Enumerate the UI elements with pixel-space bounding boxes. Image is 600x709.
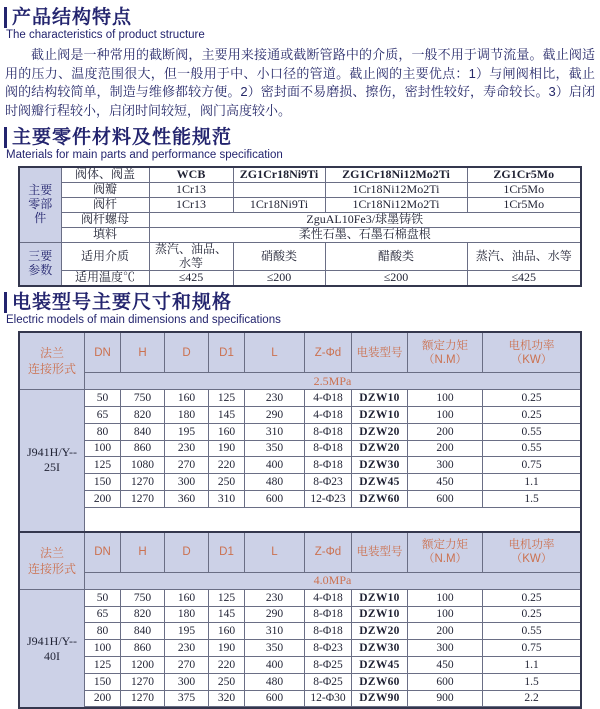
flange-column (20, 533, 85, 708)
dimension-cell: 750 (121, 590, 165, 606)
flange-header (20, 533, 84, 590)
dimension-cell: 12-Φ30 (305, 691, 352, 707)
flange-header (20, 333, 84, 390)
dimension-cell: 8-Φ23 (305, 474, 352, 490)
dimension-cell: 0.75 (521, 642, 542, 655)
materials-table (18, 166, 582, 287)
material-cell: 1Cr18Ni12Mo2Ti (325, 197, 467, 212)
col-label: L (271, 346, 278, 359)
dimension-cell: 270 (165, 457, 209, 473)
dimension-cell: 100 (85, 441, 121, 457)
col-header-rated-torque (408, 333, 483, 372)
dimension-cell: 12-Φ23 (305, 491, 352, 507)
column-header-row (85, 333, 580, 373)
param-label: 适用介质 (61, 242, 149, 271)
dimension-cell: 8-Φ18 (305, 457, 352, 473)
col-label: H (138, 546, 147, 559)
material-cell: ZG1Cr18Ni12Mo2Ti (325, 167, 467, 182)
dimension-cell: 300 (408, 457, 483, 473)
table-row (19, 197, 581, 212)
dimension-cell: 145 (209, 607, 245, 623)
dimension-cell: DZW10 (352, 407, 408, 423)
param-cell: 蒸汽、油品、水等 (467, 242, 581, 271)
col-header-l (245, 533, 305, 572)
dimension-cell: 230 (245, 390, 305, 406)
table-row (19, 227, 581, 242)
dimension-cell: 860 (121, 640, 165, 656)
dimension-cell: 125 (85, 657, 121, 673)
material-cell (233, 182, 325, 197)
col-header-z-phi-d (305, 333, 352, 372)
dimension-cell: 4-Φ18 (305, 407, 352, 423)
col-header-d (165, 533, 209, 572)
col-header-h (121, 533, 165, 572)
material-cell: 1Cr5Mo (467, 182, 581, 197)
dimension-cell: 840 (121, 424, 165, 440)
dimension-cell: 195 (165, 623, 209, 639)
dimension-cell: 100 (408, 590, 483, 606)
dimension-cell: 0.55 (521, 442, 542, 455)
dimension-cell: 320 (209, 691, 245, 707)
col-label: 额定力矩 (422, 539, 468, 552)
param-cell: ≤425 (149, 271, 233, 286)
dimension-cell: 195 (165, 424, 209, 440)
col-label: H (138, 346, 147, 359)
dimension-cell: 200 (408, 441, 483, 457)
materials-subtitle: Materials for main parts and performance specification (6, 149, 283, 161)
dimension-cell: 1270 (121, 674, 165, 690)
dimension-cell: 125 (209, 590, 245, 606)
dimension-cell: 150 (85, 474, 121, 490)
dimension-row (85, 457, 580, 474)
dimension-cell: 160 (209, 623, 245, 639)
part-label: 阀体、阀盖 (61, 167, 149, 182)
flange-column (20, 333, 85, 531)
col-label: L (271, 546, 278, 559)
col-label: 电机功率 (508, 539, 555, 552)
dimension-cell: 190 (209, 441, 245, 457)
dimension-cell: 360 (165, 491, 209, 507)
flange-header-line1: 法兰 (39, 545, 64, 560)
dimension-cell: 1200 (121, 657, 165, 673)
dimension-cell: 230 (165, 640, 209, 656)
material-cell: ZG1Cr18Ni9Ti (233, 167, 325, 182)
col-label: 电装型号 (356, 546, 403, 559)
param-cell: 硝酸类 (233, 242, 325, 271)
dimension-cell: 190 (209, 640, 245, 656)
dimensions-subtitle: Electric models of main dimensions and specifications (6, 314, 281, 327)
dimension-cell: 230 (165, 441, 209, 457)
param-cell: ≤200 (325, 271, 467, 286)
dimension-cell: 290 (245, 407, 305, 423)
dimension-cell: 125 (85, 457, 121, 473)
material-cell: 1Cr13 (149, 197, 233, 212)
dimension-cell: 1270 (121, 691, 165, 707)
dimension-cell: 220 (209, 657, 245, 673)
dimension-row (85, 674, 580, 691)
flange-header-line2: 连接形式 (27, 561, 76, 576)
table-row (19, 167, 581, 182)
dimension-cell: DZW45 (352, 474, 408, 490)
dimension-cell: 220 (209, 457, 245, 473)
dimension-cell: 480 (245, 474, 305, 490)
dimension-cell: 300 (408, 640, 483, 656)
dimension-cell: DZW20 (352, 441, 408, 457)
dimension-cell: 1080 (121, 457, 165, 473)
col-header-d1 (209, 333, 245, 372)
col-unit: （N.M） (422, 353, 468, 366)
dimension-cell: 310 (245, 424, 305, 440)
dimension-row (85, 607, 580, 624)
dimension-cell: 100 (408, 607, 483, 623)
dimension-cell: 1.5 (524, 492, 539, 505)
data-rows-2-5mpa (85, 390, 580, 508)
dimension-cell: DZW30 (352, 457, 408, 473)
dimension-cell: 820 (121, 407, 165, 423)
dimension-cell: 600 (408, 491, 483, 507)
col-header-d (165, 333, 209, 372)
part-label: 填料 (61, 227, 149, 242)
dimension-cell: 160 (209, 424, 245, 440)
dimension-cell: 8-Φ18 (305, 623, 352, 639)
dimension-row (85, 407, 580, 424)
dimension-cell: 50 (85, 590, 121, 606)
table-row (19, 271, 581, 286)
dimension-cell: 600 (245, 491, 305, 507)
dimension-cell: 300 (165, 474, 209, 490)
valve-model-line1: J941H/Y-- (27, 445, 77, 460)
dimension-cell: 80 (85, 623, 121, 639)
material-cell: ZG1Cr5Mo (467, 167, 581, 182)
dimension-cell: 50 (85, 390, 121, 406)
param-cell: ≤425 (467, 271, 581, 286)
dimension-row (85, 474, 580, 491)
dimension-row (85, 491, 580, 508)
col-label: Z-Φd (314, 346, 342, 359)
row-group-main-params: 三要参数 (19, 242, 61, 286)
dimension-cell: DZW60 (352, 491, 408, 507)
dimension-cell: 480 (245, 674, 305, 690)
part-label: 阀瓣 (61, 182, 149, 197)
dimension-cell: 145 (209, 407, 245, 423)
col-header-l (245, 333, 305, 372)
col-label: DN (94, 546, 111, 559)
table-row (19, 212, 581, 227)
dimension-cell: 8-Φ23 (305, 640, 352, 656)
dimension-cell: 860 (121, 441, 165, 457)
material-merged-cell: 柔性石墨、石墨石棉盘根 (149, 227, 581, 242)
flange-header-line1: 法兰 (39, 346, 64, 361)
dimension-cell: 350 (245, 441, 305, 457)
dimension-cell: 8-Φ18 (305, 607, 352, 623)
section-dimensions (0, 292, 600, 709)
dimension-cell: 8-Φ25 (305, 657, 352, 673)
intro-paragraph: 截止阀是一种常用的截断阀，主要用来接通或截断管路中的介质，一般不用于调节流量。截止阀适用的压力、温度范围很大，但一般用于中、小口径的管道。截止阀的主要优点：1）与闸阀相比，截止阀的结构较简单，制造与维修都较方便。2）密封面不易磨损、擦伤，密封性较好，寿命较长。3）启闭时阀瓣行程较小，启闭时间较短，阀门高度较小。 (5, 47, 595, 118)
col-header-actuator-model (352, 533, 408, 572)
dimension-cell: 180 (165, 607, 209, 623)
dimension-cell: 65 (85, 407, 121, 423)
dimension-cell: DZW45 (352, 657, 408, 673)
dimension-row (85, 441, 580, 458)
param-cell: 蒸汽、油品、水等 (149, 242, 233, 271)
dimension-cell: 750 (121, 390, 165, 406)
col-label: D (182, 546, 191, 559)
dimension-row (85, 691, 580, 708)
col-label: DN (94, 346, 111, 359)
dimension-cell: 900 (408, 691, 483, 707)
col-label: D1 (219, 546, 234, 559)
col-header-motor-power (483, 333, 580, 372)
dimension-cell: 4-Φ18 (305, 390, 352, 406)
dimension-cell: 0.55 (521, 425, 542, 438)
dimensions-grid (85, 333, 580, 531)
col-header-actuator-model (352, 333, 408, 372)
dimension-cell: 100 (408, 407, 483, 423)
section-materials (0, 127, 600, 287)
col-label: 额定力矩 (422, 339, 468, 352)
valve-model-40 (20, 590, 84, 708)
dimension-cell: 1.1 (524, 476, 539, 489)
dimension-cell: 200 (85, 491, 121, 507)
section-structure (0, 7, 600, 120)
dimension-cell: 250 (209, 674, 245, 690)
valve-model-line1: J941H/Y-- (27, 633, 77, 648)
col-label: D1 (219, 346, 234, 359)
dimension-cell: DZW10 (352, 607, 408, 623)
dimension-cell: 160 (165, 390, 209, 406)
material-cell: WCB (149, 167, 233, 182)
dimension-cell: DZW20 (352, 623, 408, 639)
dimension-cell: 80 (85, 424, 121, 440)
dimension-cell: 450 (408, 657, 483, 673)
material-cell: 1Cr13 (149, 182, 233, 197)
col-unit: （N.M） (422, 553, 468, 566)
dimension-cell: 0.25 (521, 408, 542, 421)
dimension-cell: 125 (209, 390, 245, 406)
part-label: 阀杆螺母 (61, 212, 149, 227)
col-header-z-phi-d (305, 533, 352, 572)
part-label: 阀杆 (61, 197, 149, 212)
dimension-row (85, 424, 580, 441)
dimension-cell: 290 (245, 607, 305, 623)
dimension-cell: 160 (165, 590, 209, 606)
dimension-cell: 180 (165, 407, 209, 423)
col-label: D (182, 346, 191, 359)
dimensions-table-4-0mpa (18, 531, 582, 709)
dimension-cell: 1270 (121, 474, 165, 490)
dimension-cell: 840 (121, 623, 165, 639)
data-rows-4-0mpa (85, 590, 580, 708)
col-header-dn (85, 533, 121, 572)
dimension-row (85, 590, 580, 607)
dimension-row (85, 390, 580, 407)
material-cell: 1Cr18Ni9Ti (233, 197, 325, 212)
dimension-cell: 65 (85, 607, 121, 623)
blank-row (85, 508, 580, 531)
table-row (19, 182, 581, 197)
col-label: Z-Φd (314, 546, 342, 559)
dimensions-grid (85, 533, 580, 708)
dimension-row (85, 640, 580, 657)
dimension-cell: 270 (165, 657, 209, 673)
dimension-cell: 0.25 (521, 608, 542, 621)
material-cell: 1Cr18Ni12Mo2Ti (325, 182, 467, 197)
dimension-cell: 820 (121, 607, 165, 623)
dimension-cell: 4-Φ18 (305, 590, 352, 606)
dimension-cell: 0.55 (521, 625, 542, 638)
dimension-cell: 0.25 (521, 591, 542, 604)
structure-title: 产品结构特点 (4, 7, 600, 28)
dimension-cell: 8-Φ25 (305, 674, 352, 690)
dimension-cell: 310 (245, 623, 305, 639)
dimension-cell: 2.2 (524, 692, 539, 705)
col-header-dn (85, 333, 121, 372)
valve-model-25 (20, 390, 84, 531)
dimension-cell: 310 (209, 491, 245, 507)
col-label: 电装型号 (356, 346, 403, 359)
dimension-row (85, 657, 580, 674)
dimension-cell: 350 (245, 640, 305, 656)
dimension-cell: 375 (165, 691, 209, 707)
col-header-d1 (209, 533, 245, 572)
row-group-main-parts: 主要零部件 (19, 167, 61, 242)
param-cell: ≤200 (233, 271, 325, 286)
structure-subtitle: The characteristics of product structure (6, 29, 205, 41)
dimension-cell: 450 (408, 474, 483, 490)
dimension-cell: DZW90 (352, 691, 408, 707)
dimension-cell: 1.1 (524, 658, 539, 671)
dimensions-title: 电装型号主要尺寸和规格 (4, 292, 600, 313)
param-cell: 醋酸类 (325, 242, 467, 271)
col-header-h (121, 333, 165, 372)
col-header-rated-torque (408, 533, 483, 572)
dimension-cell: 200 (85, 691, 121, 707)
dimension-cell: 400 (245, 657, 305, 673)
table-row (19, 242, 581, 271)
dimension-cell: DZW60 (352, 674, 408, 690)
valve-model-line2: 25I (44, 460, 60, 475)
pressure-band-4-0mpa: 4.0MPa (85, 573, 580, 590)
dimension-cell: 400 (245, 457, 305, 473)
material-cell: 1Cr5Mo (467, 197, 581, 212)
flange-header-line2: 连接形式 (27, 362, 76, 377)
dimension-cell: 300 (165, 674, 209, 690)
dimension-cell: 230 (245, 590, 305, 606)
dimension-cell: DZW10 (352, 390, 408, 406)
dimension-cell: DZW10 (352, 590, 408, 606)
dimension-cell: 0.25 (521, 392, 542, 405)
col-header-motor-power (483, 533, 580, 572)
material-merged-cell: ZguAL10Fe3/球墨铸铁 (149, 212, 581, 227)
dimension-cell: 1.5 (524, 675, 539, 688)
materials-title: 主要零件材料及性能规范 (4, 127, 600, 148)
dimension-cell: 250 (209, 474, 245, 490)
param-label: 适用温度℃ (61, 271, 149, 286)
dimension-cell: DZW30 (352, 640, 408, 656)
dimension-cell: 100 (85, 640, 121, 656)
col-label: 电机功率 (508, 339, 555, 352)
dimension-cell: 200 (408, 623, 483, 639)
dimension-cell: 600 (408, 674, 483, 690)
col-unit: （KW） (510, 353, 553, 366)
column-header-row (85, 533, 580, 573)
dimension-cell: DZW20 (352, 424, 408, 440)
dimension-cell: 0.75 (521, 459, 542, 472)
dimension-cell: 8-Φ18 (305, 424, 352, 440)
dimension-cell: 8-Φ18 (305, 441, 352, 457)
dimension-cell: 600 (245, 691, 305, 707)
dimensions-table-2-5mpa (18, 331, 582, 531)
valve-model-line2: 40I (44, 648, 60, 663)
pressure-band-2-5mpa: 2.5MPa (85, 373, 580, 390)
dimension-cell: 200 (408, 424, 483, 440)
col-unit: （KW） (510, 553, 553, 566)
dimension-cell: 1270 (121, 491, 165, 507)
dimension-cell: 100 (408, 390, 483, 406)
dimension-row (85, 623, 580, 640)
dimension-cell: 150 (85, 674, 121, 690)
